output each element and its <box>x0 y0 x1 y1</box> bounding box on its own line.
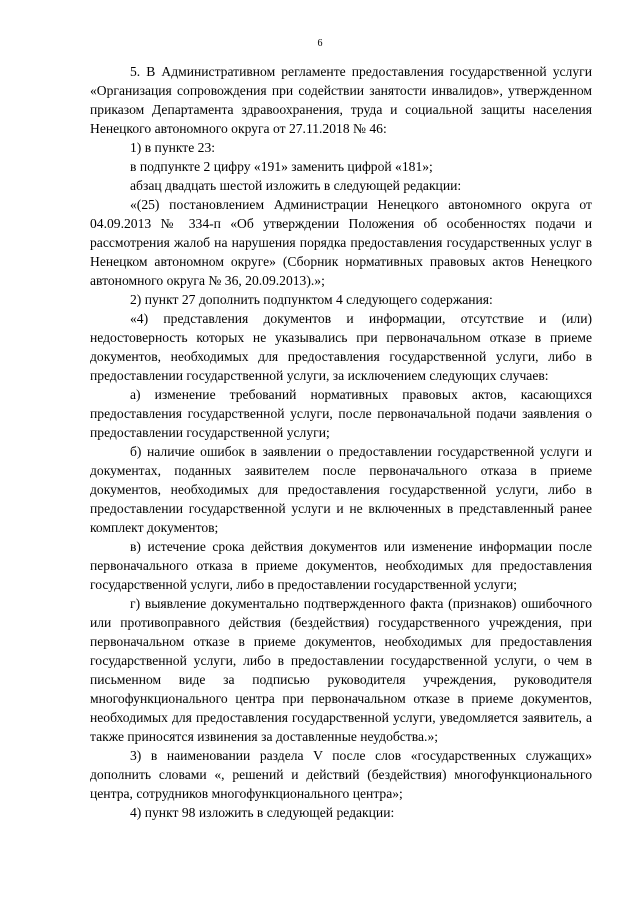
paragraph-subitem-3: 3) в наименовании раздела V после слов «государственных служащих» дополнить словами «, решений и действий (бездействия) многофункционального центра, сотрудников многофункционального центра»; <box>90 748 592 801</box>
paragraph-subitem-4: 4) пункт 98 изложить в следующей редакции: <box>130 805 395 820</box>
page-number: 6 <box>317 38 323 49</box>
document-body <box>90 62 592 822</box>
paragraph-case-b: б) наличие ошибок в заявлении о предоставлении государственной услуги и документах, поданных заявителем после первоначального отказа в приеме документов, необходимых для предоставления государственной услуги, либо в предоставлении государственной услуги и не включенных в представленный ранее комплект документов; <box>90 444 592 535</box>
paragraph-case-g: г) выявление документально подтвержденного факта (признаков) ошибочного или противоправного действия (бездействия) государственного учреждения, при первоначальном отказе в приеме документов, необходимых для предоставления государственной услуги, либо в предоставлении государственной услуги, о чем в письменном виде за подписью руководителя учреждения, руководителя многофункционального центра при первоначальном отказе в приеме документов, необходимых для предоставления государственной услуги, уведомляется заявитель, а также приносятся извинения за доставленные неудобства.»; <box>90 596 592 744</box>
paragraph-subitem-2: 2) пункт 27 дополнить подпунктом 4 следующего содержания: <box>130 292 493 307</box>
paragraph-quote-4: «4) представления документов и информации, отсутствие и (или) недостоверность которых не указывались при первоначальном отказе в приеме документов, необходимых для предоставления государственной услуги, либо в предоставлении государственной услуги, за исключением следующих случаев: <box>90 311 592 383</box>
paragraph-item-5-intro: 5. В Административном регламенте предоставления государственной услуги «Организация сопровождения при содействии занятости инвалидов», утвержденном приказом Департамента здравоохранения, труда и социальной защиты населения Ненецкого автономного округа от 27.11.2018 № 46: <box>90 64 592 136</box>
paragraph-case-v: в) истечение срока действия документов или изменение информации после первоначального отказа в приеме документов, необходимых для предоставления государственной услуги, либо в предоставлении государственной услуги; <box>90 539 592 592</box>
paragraph-case-a: а) изменение требований нормативных правовых актов, касающихся предоставления государственной услуги, после первоначальной подачи заявления о предоставлении государственной услуги; <box>90 387 592 440</box>
paragraph-quote-25: «(25) постановлением Администрации Ненецкого автономного округа от 04.09.2013 № 334-п «Об утверждении Положения об особенностях подачи и рассмотрения жалоб на нарушения порядка предоставления государственных услуг в Ненецком автономном округе» (Сборник нормативных правовых актов Ненецкого автономного округа № 36, 20.09.2013).»; <box>90 197 592 288</box>
paragraph-abzac-26: абзац двадцать шестой изложить в следующей редакции: <box>130 178 462 193</box>
paragraph-subitem-1: 1) в пункте 23: <box>130 140 216 155</box>
paragraph-subpoint-2: в подпункте 2 цифру «191» заменить цифрой «181»; <box>130 159 433 174</box>
